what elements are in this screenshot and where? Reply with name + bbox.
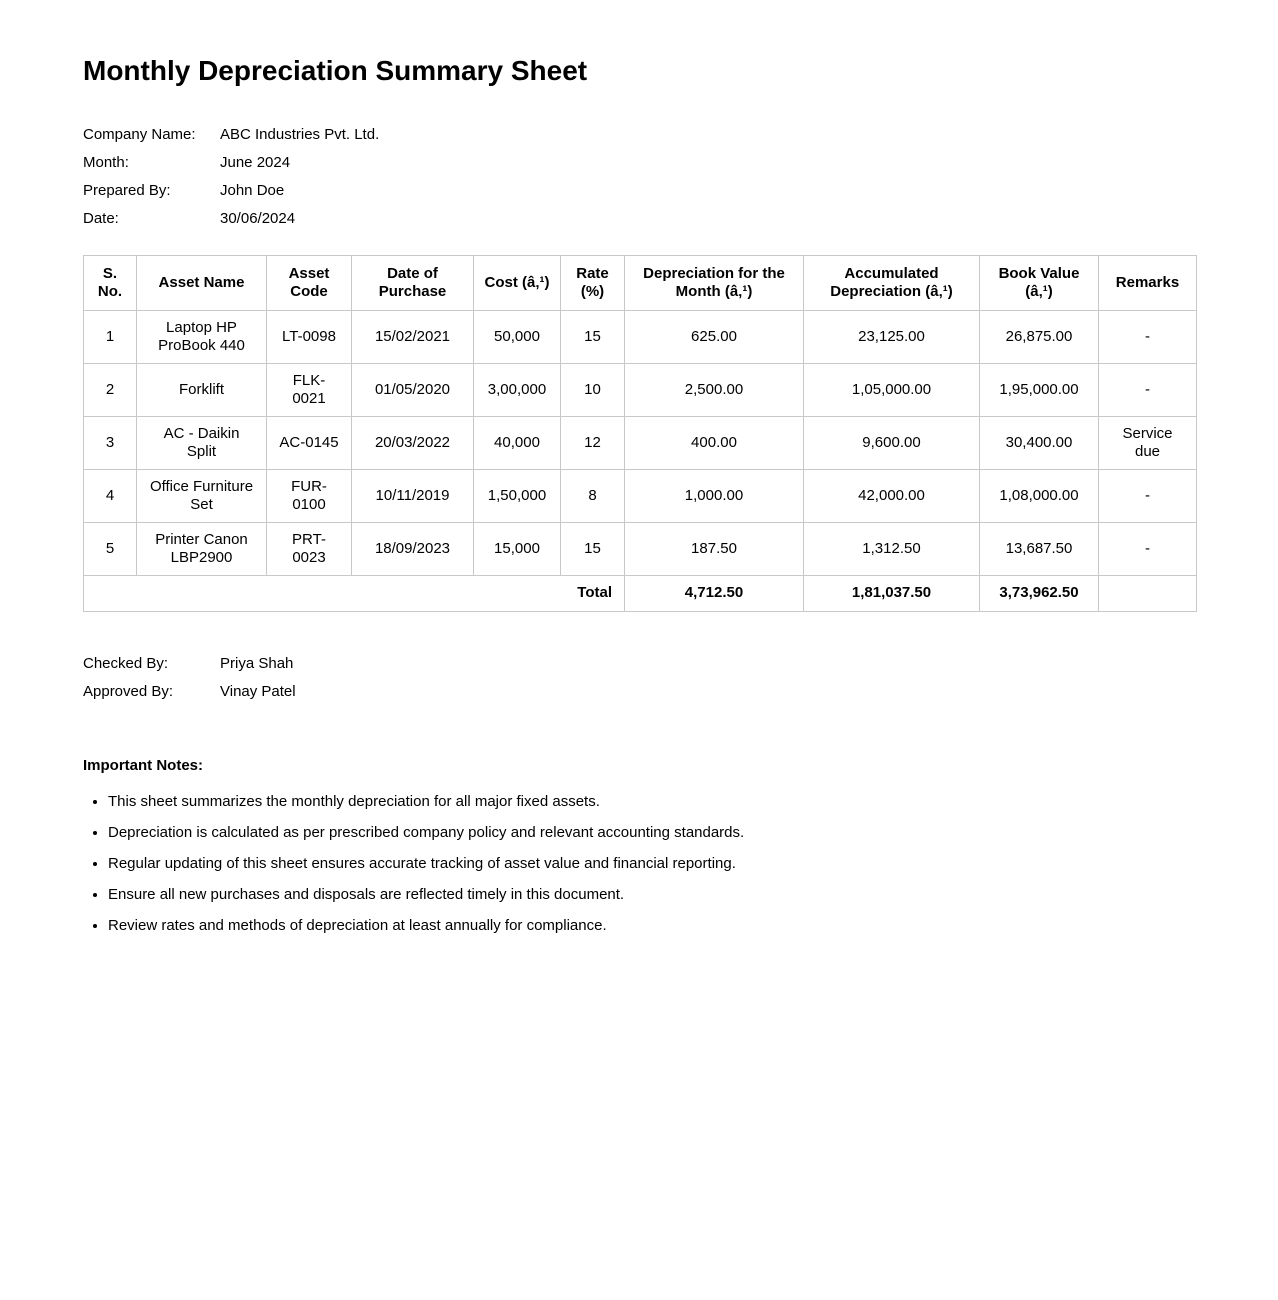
cell-asset-name: Printer Canon LBP2900 [137,522,267,575]
column-header-book-value: Book Value (â‚¹) [980,255,1099,310]
total-row [84,575,1197,611]
signoff-row-approved-by [83,678,1196,706]
signoff-section [83,650,1196,706]
cell-purchase-date: 01/05/2020 [352,363,474,416]
cell-serial-number: 3 [84,416,137,469]
cell-cost: 40,000 [474,416,561,469]
note-item-1: • This sheet summarizes the monthly depreciation for all major fixed assets. [108,792,1196,812]
cell-accumulated-depreciation: 1,05,000.00 [804,363,980,416]
meta-row-prepared-by [83,177,1196,205]
total-book-value: 3,73,962.50 [980,575,1099,611]
depreciation-table [83,255,1197,612]
cell-asset-name: Office Furniture Set [137,469,267,522]
cell-month-depreciation: 1,000.00 [625,469,804,522]
cell-rate: 15 [561,310,625,363]
cell-cost: 15,000 [474,522,561,575]
meta-value-month: June 2024 [220,153,291,171]
meta-label-month: Month: [83,153,129,171]
cell-cost: 1,50,000 [474,469,561,522]
cell-serial-number: 1 [84,310,137,363]
cell-asset-name: Laptop HP ProBook 440 [137,310,267,363]
asset-row-2 [84,363,1197,416]
page-title: Monthly Depreciation Summary Sheet [83,55,588,86]
document-meta [83,121,1196,233]
column-header-cost: Cost (â‚¹) [474,255,561,310]
cell-serial-number: 4 [84,469,137,522]
note-item-4: • Ensure all new purchases and disposals are reflected timely in this document. [108,885,1196,905]
note-item-5: • Review rates and methods of depreciation at least annually for compliance. [108,916,1196,936]
cell-asset-code: PRT-0023 [267,522,352,575]
cell-rate: 8 [561,469,625,522]
total-remarks [1099,575,1197,611]
table-body [84,310,1197,611]
cell-asset-name: Forklift [137,363,267,416]
cell-book-value: 30,400.00 [980,416,1099,469]
column-header-serial-number: S. No. [84,255,137,310]
meta-label-date: Date: [83,209,119,227]
note-item-2: • Depreciation is calculated as per prescribed company policy and relevant accounting standards. [108,823,1196,843]
cell-asset-code: FUR-0100 [267,469,352,522]
cell-rate: 12 [561,416,625,469]
meta-value-date: 30/06/2024 [220,209,296,227]
notes-heading: Important Notes: [83,756,203,774]
cell-month-depreciation: 187.50 [625,522,804,575]
cell-month-depreciation: 625.00 [625,310,804,363]
asset-row-3 [84,416,1197,469]
cell-book-value: 26,875.00 [980,310,1099,363]
table-header-row [84,255,1197,310]
asset-row-5 [84,522,1197,575]
cell-remarks: - [1099,469,1197,522]
column-header-month-depreciation: Depreciation for the Month (â‚¹) [625,255,804,310]
column-header-asset-name: Asset Name [137,255,267,310]
cell-remarks: Service due [1099,416,1197,469]
cell-accumulated-depreciation: 9,600.00 [804,416,980,469]
cell-serial-number: 5 [84,522,137,575]
cell-accumulated-depreciation: 1,312.50 [804,522,980,575]
total-month-depreciation: 4,712.50 [625,575,804,611]
column-header-asset-code: Asset Code [267,255,352,310]
cell-cost: 3,00,000 [474,363,561,416]
signoff-value-checked-by: Priya Shah [220,654,294,672]
cell-purchase-date: 18/09/2023 [352,522,474,575]
cell-rate: 10 [561,363,625,416]
signoff-row-checked-by [83,650,1196,678]
cell-purchase-date: 15/02/2021 [352,310,474,363]
meta-row-date [83,205,1196,233]
cell-month-depreciation: 2,500.00 [625,363,804,416]
total-accumulated-depreciation: 1,81,037.50 [804,575,980,611]
column-header-remarks: Remarks [1099,255,1197,310]
meta-label-prepared-by: Prepared By: [83,181,171,199]
asset-row-1 [84,310,1197,363]
table-header [84,255,1197,310]
column-header-rate: Rate (%) [561,255,625,310]
signoff-label-approved-by: Approved By: [83,682,174,700]
meta-row-company [83,121,1196,149]
column-header-accumulated-depreciation: Accumulated Depreciation (â‚¹) [804,255,980,310]
meta-value-company: ABC Industries Pvt. Ltd. [220,125,380,143]
asset-row-4 [84,469,1197,522]
cell-purchase-date: 10/11/2019 [352,469,474,522]
meta-label-company: Company Name: [83,125,196,143]
column-header-purchase-date: Date of Purchase [352,255,474,310]
meta-row-month [83,149,1196,177]
cell-purchase-date: 20/03/2022 [352,416,474,469]
cell-asset-name: AC - Daikin Split [137,416,267,469]
cell-asset-code: LT-0098 [267,310,352,363]
cell-book-value: 1,08,000.00 [980,469,1099,522]
cell-cost: 50,000 [474,310,561,363]
signoff-value-approved-by: Vinay Patel [220,682,296,700]
cell-asset-code: FLK-0021 [267,363,352,416]
cell-serial-number: 2 [84,363,137,416]
notes-list [83,792,1196,936]
cell-book-value: 1,95,000.00 [980,363,1099,416]
note-item-3: • Regular updating of this sheet ensures accurate tracking of asset value and financial reporting. [108,854,1196,874]
cell-asset-code: AC-0145 [267,416,352,469]
cell-remarks: - [1099,363,1197,416]
cell-accumulated-depreciation: 42,000.00 [804,469,980,522]
signoff-label-checked-by: Checked By: [83,654,169,672]
total-label: Total [84,575,625,611]
cell-remarks: - [1099,522,1197,575]
meta-value-prepared-by: John Doe [220,181,285,199]
cell-month-depreciation: 400.00 [625,416,804,469]
cell-remarks: - [1099,310,1197,363]
cell-accumulated-depreciation: 23,125.00 [804,310,980,363]
cell-rate: 15 [561,522,625,575]
cell-book-value: 13,687.50 [980,522,1099,575]
